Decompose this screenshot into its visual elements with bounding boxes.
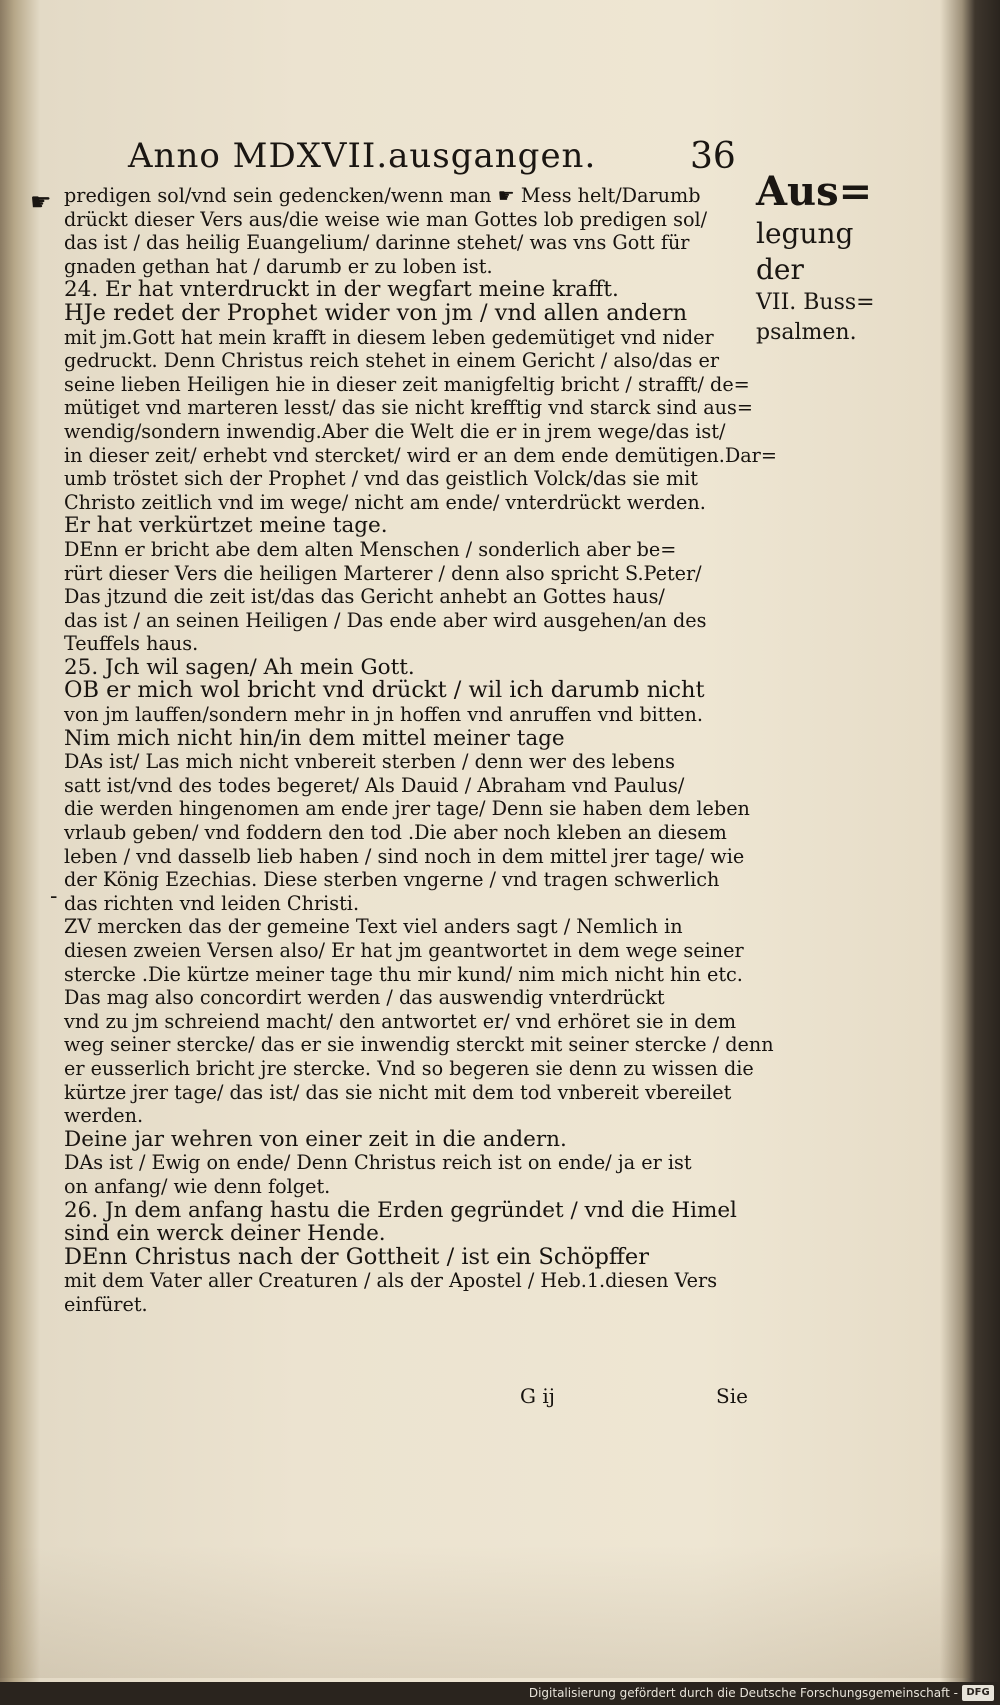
- text-line: DAs ist / Ewig on ende/ Denn Christus reich ist on ende/ ja er ist: [64, 1151, 692, 1175]
- text-line: OB er mich wol bricht vnd drückt / wil ich darumb nicht: [64, 677, 705, 704]
- text-line: DAs ist/ Las mich nicht vnbereit sterben / denn wer des lebens: [64, 750, 675, 774]
- footer-bar: [0, 1682, 1000, 1705]
- text-line: kürtze jrer tage/ das ist/ das sie nicht mit dem tod vnbereit vbereilet: [64, 1080, 732, 1104]
- text-line: on anfang/ wie denn folget.: [64, 1174, 331, 1198]
- text-line: Teuffels haus.: [64, 632, 199, 656]
- text-line: drückt dieser Vers aus/die weise wie man Gottes lob predigen sol/: [64, 207, 708, 231]
- verse-line: Er hat verkürtzet meine tage.: [64, 513, 388, 539]
- text-line: HJe redet der Prophet wider von jm / vnd allen andern: [64, 299, 688, 326]
- text-line: er eusserlich bricht jre stercke. Vnd so begeren sie denn zu wissen die: [64, 1056, 754, 1080]
- funding-credit: Digitalisierung gefördert durch die Deutsche Forschungsgemeinschaft -: [528, 1686, 958, 1700]
- manicule-icon: ☛: [30, 188, 52, 216]
- marginal-note: [756, 168, 896, 348]
- verse-line: sind ein werck deiner Hende.: [64, 1221, 386, 1247]
- text-line: wendig/sondern inwendig.Aber die Welt die er in jrem wege/das ist/: [64, 419, 726, 443]
- margin-dash-mark: -: [50, 884, 58, 909]
- text-line: diesen zweien Versen also/ Er hat jm geantwortet in dem wege seiner: [64, 939, 744, 962]
- text-line: predigen sol/vnd sein gedencken/wenn man ☛ Mess helt/Darumb: [64, 184, 701, 207]
- text-line: das ist / das heilig Euangelium/ darinne stehet/ was vns Gott für: [64, 231, 690, 255]
- text-line: weg seiner stercke/ das er sie inwendig sterckt mit seiner stercke / denn: [64, 1033, 774, 1057]
- text-line: das richten vnd leiden Christi.: [64, 891, 360, 915]
- verse-line: Nim mich nicht hin/in dem mittel meiner tage: [64, 725, 565, 751]
- text-line: Das jtzund die zeit ist/das das Gericht anhebt an Gottes haus/: [64, 585, 665, 609]
- marginal-note-line: legung der: [756, 217, 854, 286]
- text-line: umb tröstet sich der Prophet / vnd das geistlich Volck/das sie mit: [64, 467, 699, 491]
- text-line: von jm lauffen/sondern mehr in jn hoffen vnd anruffen vnd bitten.: [64, 703, 703, 727]
- text-line: mit jm.Gott hat mein krafft in diesem leben gedemütiget vnd nider: [64, 325, 714, 349]
- marginal-note-line: Aus=: [756, 168, 873, 215]
- dfg-logo: DFG: [962, 1685, 994, 1701]
- text-line: ZV mercken das der gemeine Text viel anders sagt / Nemlich in: [64, 915, 683, 939]
- text-line: mit dem Vater aller Creaturen / als der Apostel / Heb.1.diesen Vers: [64, 1269, 718, 1293]
- marginal-note-line: psalmen.: [756, 320, 857, 345]
- text-line: werden.: [64, 1104, 144, 1128]
- verse-line: Deine jar wehren von einer zeit in die andern.: [64, 1126, 567, 1152]
- text-line: das ist / an seinen Heiligen / Das ende aber wird ausgehen/an des: [64, 608, 707, 632]
- verse-line: 26. Jn dem anfang hastu die Erden gegründet / vnd die Himel: [64, 1197, 737, 1223]
- running-header: Anno MDXVII.ausgangen.: [128, 136, 597, 176]
- text-line: Christo zeitlich vnd im wege/ nicht am ende/ vnterdrückt werden.: [64, 490, 706, 514]
- text-line: der König Ezechias. Diese sterben vngerne / vnd tragen schwerlich: [64, 868, 720, 892]
- text-line: rürt dieser Vers die heiligen Marterer / denn also spricht S.Peter/: [64, 561, 702, 585]
- book-page: [0, 18, 970, 1678]
- text-line: DEnn Christus nach der Gottheit / ist ein Schöpffer: [64, 1243, 649, 1270]
- text-line: die werden hingenomen am ende jrer tage/ Denn sie haben dem leben: [64, 797, 750, 821]
- text-line: leben / vnd dasselb lieb haben / sind noch in dem mittel jrer tage/ wie: [64, 844, 745, 868]
- text-line: mütiget vnd marteren lesst/ das sie nicht krefftig vnd starck sind aus=: [64, 396, 753, 420]
- signature-mark: G ij: [520, 1384, 555, 1408]
- text-line: gedruckt. Denn Christus reich stehet in einem Gericht / also/das er: [64, 349, 719, 373]
- verse-line: 25. Jch wil sagen/ Ah mein Gott.: [64, 654, 415, 680]
- text-line: gnaden gethan hat / darumb er zu loben ist.: [64, 254, 493, 278]
- text-line: Das mag also concordirt werden / das auswendig vnterdrückt: [64, 986, 665, 1010]
- folio-number: 36: [690, 136, 736, 177]
- text-line: satt ist/vnd des todes begeret/ Als Dauid / Abraham vnd Paulus/: [64, 773, 685, 797]
- text-line: DEnn er bricht abe dem alten Menschen / sonderlich aber be=: [64, 537, 677, 561]
- text-line: vrlaub geben/ vnd foddern den tod .Die aber noch kleben an diesem: [64, 821, 727, 845]
- body-text: [64, 184, 777, 1317]
- text-line: vnd zu jm schreiend macht/ den antwortet er/ vnd erhöret sie in dem: [64, 1009, 737, 1033]
- text-line: einfüret.: [64, 1292, 148, 1316]
- verse-line: 24. Er hat vnterdruckt in der wegfart meine krafft.: [64, 277, 619, 303]
- text-line: stercke .Die kürtze meiner tage thu mir kund/ nim mich nicht hin etc.: [64, 962, 743, 986]
- text-line: seine lieben Heiligen hie in dieser zeit manigfeltig bricht / strafft/ de=: [64, 372, 750, 396]
- marginal-note-line: VII. Buss=: [756, 290, 875, 315]
- catchword: Sie: [716, 1384, 748, 1408]
- text-line: in dieser zeit/ erhebt vnd stercket/ wird er an dem ende demütigen.Dar=: [64, 443, 777, 467]
